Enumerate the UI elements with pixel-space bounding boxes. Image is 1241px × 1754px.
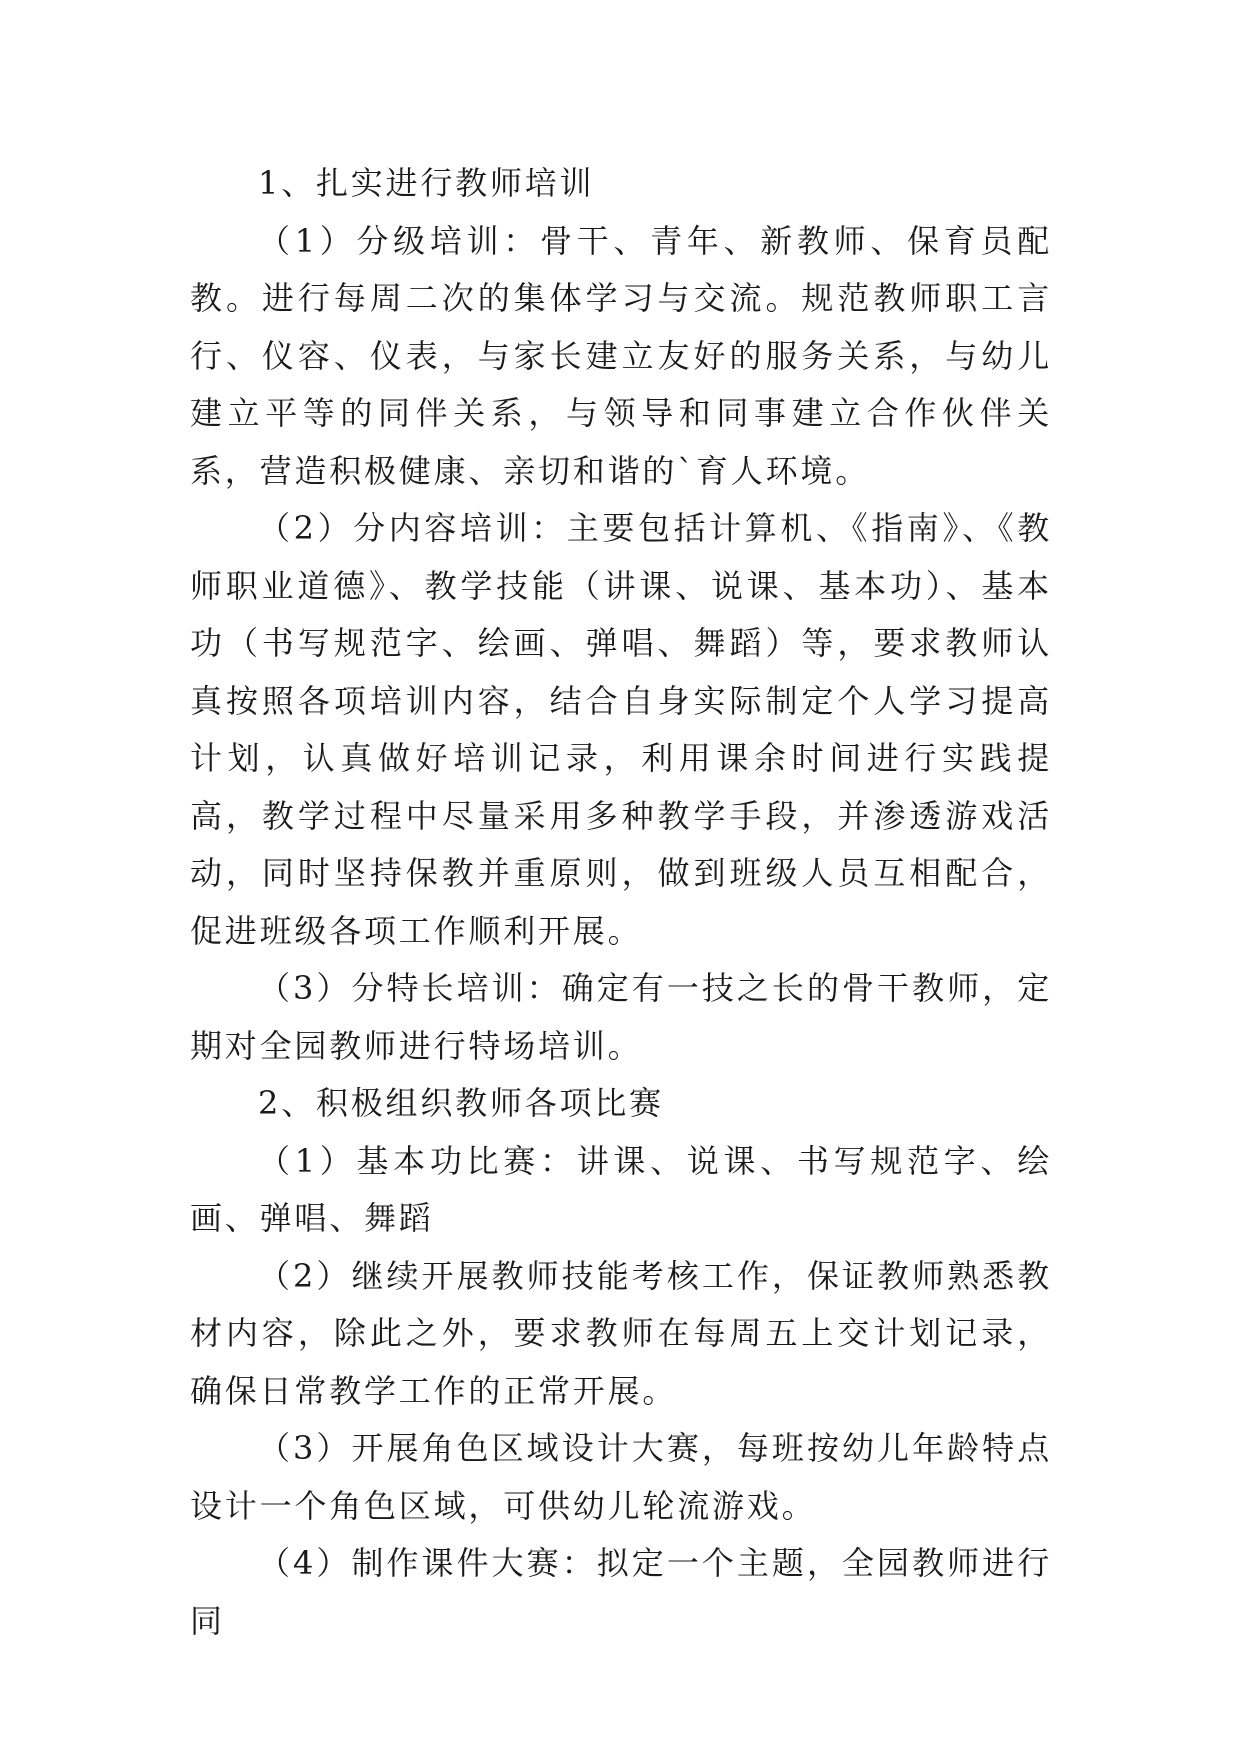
paragraph-graded-training: （1）分级培训：骨干、青年、新教师、保育员配教。进行每周二次的集体学习与交流。规范教师职工言行、仪容、仪表，与家长建立友好的服务关系，与幼儿建立平等的同伴关系，与领导和同事建立合作伙伴关系，营造积极健康、亲切和谐的`育人环境。 bbox=[190, 221, 1052, 490]
paragraph-courseware-competition: （4）制作课件大赛：拟定一个主题，全园教师进行同 bbox=[190, 1544, 1052, 1640]
paragraph-skills-assessment: （2）继续开展教师技能考核工作，保证教师熟悉教材内容，除此之外，要求教师在每周五上交计划记录，确保日常教学工作的正常开展。 bbox=[190, 1256, 1052, 1410]
paragraph-specialty-training: （3）分特长培训：确定有一技之长的骨干教师，定期对全园教师进行特场培训。 bbox=[190, 969, 1052, 1065]
paragraph-role-area-design: （3）开展角色区域设计大赛，每班按幼儿年龄特点设计一个角色区域，可供幼儿轮流游戏。 bbox=[190, 1429, 1052, 1525]
paragraph-basic-skills-competition: （1）基本功比赛：讲课、说课、书写规范字、绘画、弹唱、舞蹈 bbox=[190, 1141, 1052, 1237]
section-heading-teacher-competitions: 2、积极组织教师各项比赛 bbox=[258, 1084, 664, 1122]
document-body bbox=[190, 155, 1052, 1650]
section-heading-teacher-training: 1、扎实进行教师培训 bbox=[258, 164, 595, 202]
paragraph-content-training: （2）分内容培训：主要包括计算机、《指南》、《教师职业道德》、教学技能（讲课、说课、基本功）、基本功（书写规范字、绘画、弹唱、舞蹈）等，要求教师认真按照各项培训内容，结合自身实际制定个人学习提高计划，认真做好培训记录，利用课余时间进行实践提高，教学过程中尽量采用多种教学手段，并渗透游戏活动，同时坚持保教并重原则，做到班级人员互相配合，促进班级各项工作顺利开展。 bbox=[190, 509, 1052, 950]
